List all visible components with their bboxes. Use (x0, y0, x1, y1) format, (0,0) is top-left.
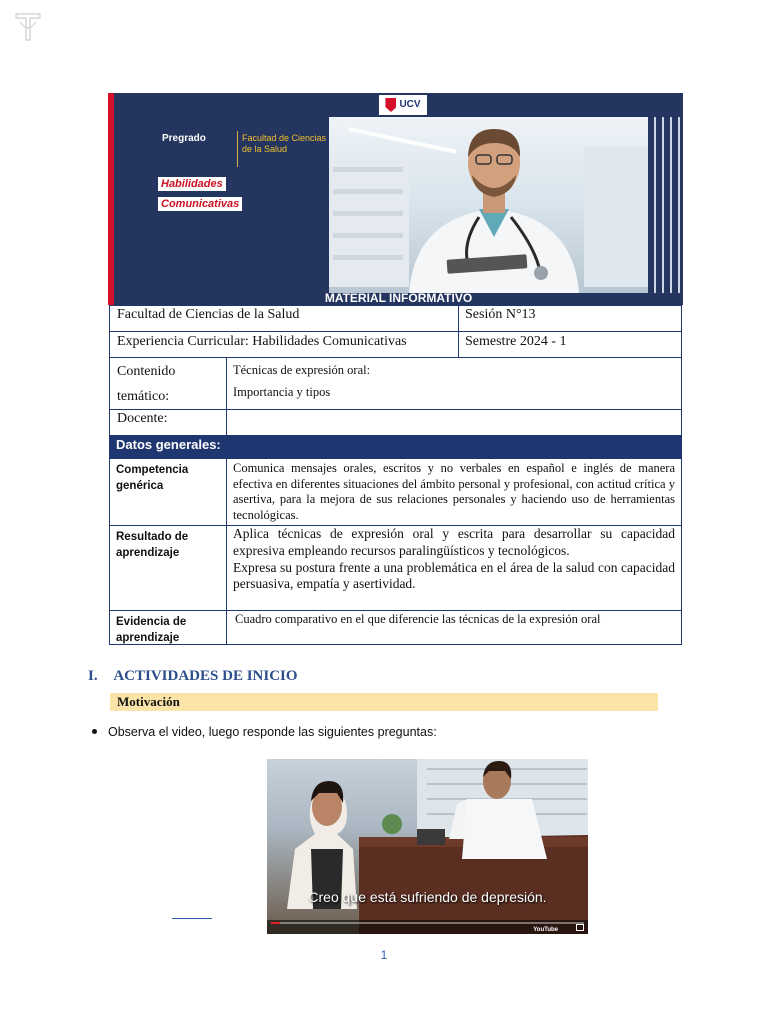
contenido-value-2: Importancia y tipos (233, 385, 331, 399)
semester-cell: Semestre 2024 - 1 (458, 331, 682, 358)
ucv-shield-icon (385, 98, 396, 112)
contenido-label-2: temático: (117, 389, 170, 404)
resultado-value-cell (226, 525, 682, 611)
course-title-line1: Habilidades (158, 177, 226, 191)
competencia-label-cell: Competencia genérica (109, 458, 227, 526)
ucv-logo (379, 95, 427, 115)
resultado-paragraph-1: Aplica técnicas de expresión oral y escrita para desarrollar su capacidad expresiva empleando recursos paralingüísticos y tecnológicos. (233, 526, 675, 558)
video-player[interactable] (267, 759, 588, 934)
divider (237, 131, 238, 167)
docente-label-cell: Docente: (109, 409, 227, 436)
section-numeral: I. (88, 668, 98, 684)
progress-bar[interactable] (271, 922, 584, 924)
doctor-illustration (329, 117, 648, 293)
fullscreen-icon[interactable] (576, 924, 584, 931)
bullet-icon (92, 729, 97, 734)
course-banner (108, 93, 683, 305)
docente-value-cell (226, 409, 682, 436)
evidencia-value-cell: Cuadro comparativo en el que diferencie las técnicas de la expresión oral (226, 610, 682, 645)
program-label: Pregrado (162, 133, 206, 144)
competencia-value-cell: Comunica mensajes orales, escritos y no verbales en español e inglés de manera efectiva en diferentes situaciones del ámbito personal y profesional, con actitud crítica y asertiva, para la mejora de sus relaciones personales y haciendo uso de herramientas tecnológicas. (226, 458, 682, 526)
material-title: MATERIAL INFORMATIVO (324, 291, 473, 305)
watermark-icon (12, 10, 44, 44)
evidencia-label-cell: Evidencia de aprendizaje (109, 610, 227, 645)
motivacion-heading: Motivación (110, 693, 658, 711)
video-controls[interactable] (267, 920, 588, 934)
curricular-cell: Experiencia Curricular: Habilidades Comunicativas (109, 331, 460, 358)
page-number: 1 (380, 948, 388, 962)
section-heading (88, 668, 298, 685)
youtube-logo[interactable]: YouTube (533, 927, 558, 933)
section-title: ACTIVIDADES DE INICIO (113, 668, 298, 684)
contenido-label-1: Contenido (117, 364, 176, 379)
contenido-label-cell (109, 357, 227, 410)
progress-fill (271, 922, 280, 924)
video-subtitle: Creo que está sufriendo de depresión. (308, 889, 547, 905)
datos-generales-header: Datos generales: (109, 436, 682, 458)
course-title-line2: Comunicativas (158, 197, 242, 211)
doctor-photo (329, 117, 648, 293)
contenido-value-1: Técnicas de expresión oral: (233, 363, 371, 377)
instruction-text: Observa el video, luego responde las siguientes preguntas: (108, 725, 437, 739)
decorative-stripes (654, 117, 683, 293)
video-frame (267, 759, 588, 934)
logo-text: UCV (399, 99, 421, 110)
contenido-value-cell (226, 357, 682, 410)
instruction-bullet (92, 725, 437, 739)
faculty-logo-text: Facultad de Ciencias de la Salud (242, 133, 327, 154)
link-underline (172, 918, 212, 919)
resultado-label-cell: Resultado de aprendizaje (109, 525, 227, 611)
session-cell: Sesión N°13 (458, 305, 682, 332)
resultado-paragraph-2: Expresa su postura frente a una problemática en el área de la salud con capacidad persuasiva, empatía y asertividad. (233, 559, 675, 592)
faculty-cell: Facultad de Ciencias de la Salud (109, 305, 460, 332)
